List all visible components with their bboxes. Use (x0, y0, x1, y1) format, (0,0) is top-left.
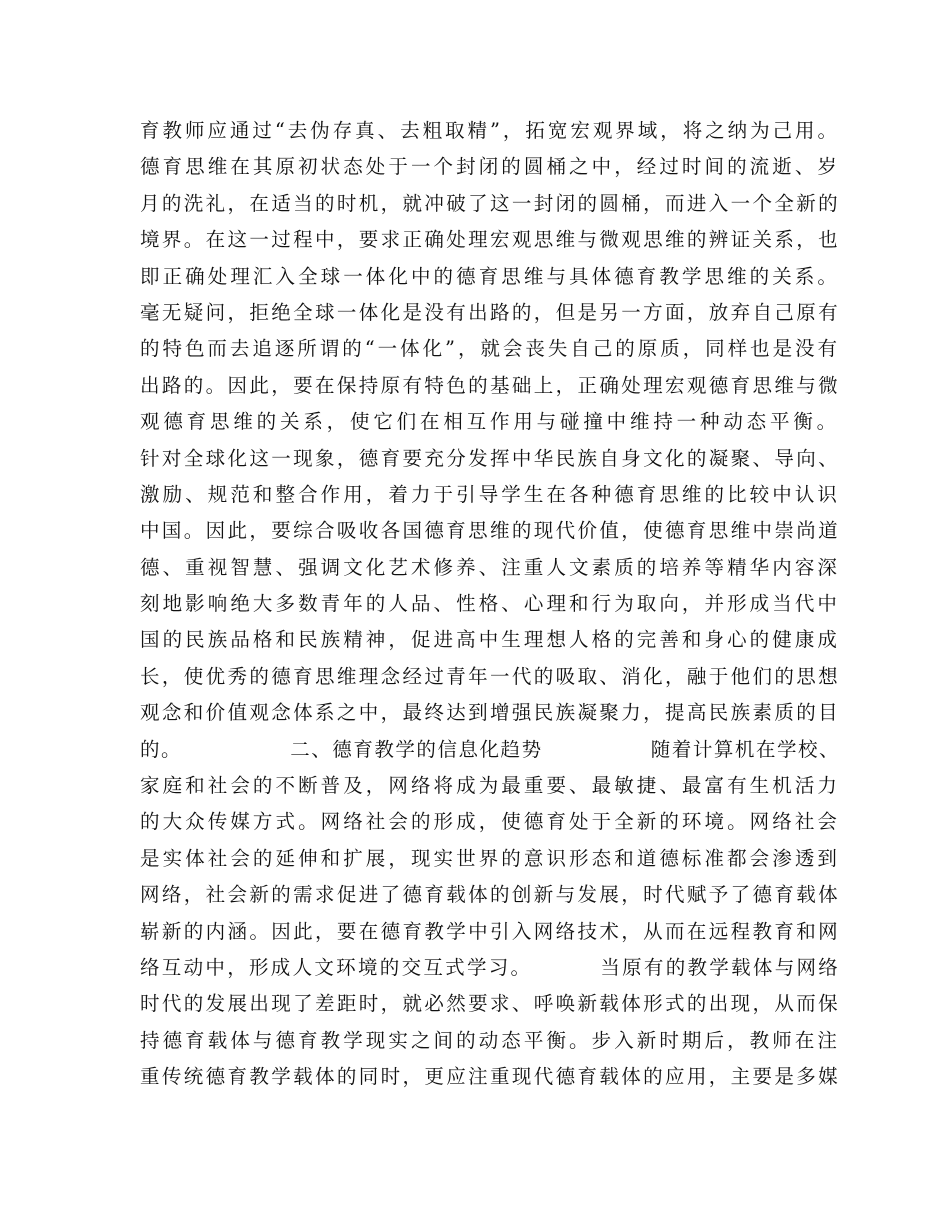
text-line: 中国。因此，要综合吸收各国德育思维的现代价值，使德育思维中崇尚道 (140, 519, 841, 543)
text-line: 家庭和社会的不断普及，网络将成为最重要、最敏捷、最富有生机活力 (140, 774, 840, 798)
text-line: 刻地影响绝大多数青年的人品、性格、心理和行为取向，并形成当代中 (140, 592, 840, 616)
text-line: 毫无疑问，拒绝全球一体化是没有出路的，但是另一方面，放弃自己原有 (140, 300, 841, 324)
text-line: 网络，社会新的需求促进了德育载体的创新与发展，时代赋予了德育载体 (140, 883, 841, 907)
text-line: 针对全球化这一现象，德育要充分发挥中华民族自身文化的凝聚、导向、 (140, 446, 841, 470)
text-line: 国的民族品格和民族精神，促进高中生理想人格的完善和身心的健康成 (140, 628, 840, 652)
text-line: 的大众传媒方式。网络社会的形成，使德育处于全新的环境。网络社会 (140, 810, 840, 834)
text-line: 时代的发展出现了差距时，就必然要求、呼唤新载体形式的出现，从而保 (140, 992, 841, 1016)
section-heading-line: 的。 二、德育教学的信息化趋势 随着计算机在学校、 (140, 737, 841, 761)
text-line: 观德育思维的关系，使它们在相互作用与碰撞中维持一种动态平衡。 (140, 410, 841, 434)
text-line: 即正确处理汇入全球一体化中的德育思维与具体德育教学思维的关系。 (140, 264, 840, 288)
text-line: 是实体社会的延伸和扩展，现实世界的意识形态和道德标准都会渗透到 (140, 846, 840, 870)
text-line: 络互动中，形成人文环境的交互式学习。 当原有的教学载体与网络 (140, 955, 841, 979)
text-line: 重传统德育教学载体的同时，更应注重现代德育载体的应用，主要是多媒 (140, 1065, 841, 1089)
text-line: 德、重视智慧、强调文化艺术修养、注重人文素质的培养等精华内容深 (140, 555, 840, 579)
text-line: 境界。在这一过程中，要求正确处理宏观思维与微观思维的辨证关系，也 (140, 228, 841, 252)
text-line: 观念和价值观念体系之中，最终达到增强民族凝聚力，提高民族素质的目 (140, 701, 841, 725)
text-line: 的特色而去追逐所谓的“一体化”，就会丧失自己的原质，同样也是没有 (140, 337, 840, 361)
text-line: 激励、规范和整合作用，着力于引导学生在各种德育思维的比较中认识 (140, 482, 840, 506)
text-line: 育教师应通过“去伪存真、去粗取精”，拓宽宏观界域，将之纳为己用。 (140, 119, 840, 142)
text-line: 长，使优秀的德育思维理念经过青年一代的吸取、消化，融于他们的思想 (140, 664, 841, 688)
text-line: 崭新的内涵。因此，要在德育教学中引入网络技术，从而在远程教育和网 (140, 919, 841, 943)
text-line: 月的洗礼，在适当的时机，就冲破了这一封闭的圆桶，而进入一个全新的 (140, 191, 841, 215)
text-line: 出路的。因此，要在保持原有特色的基础上，正确处理宏观德育思维与微 (140, 373, 841, 397)
text-line: 德育思维在其原初状态处于一个封闭的圆桶之中，经过时间的流逝、岁 (140, 155, 840, 179)
body-text (140, 113, 840, 1096)
text-line: 持德育载体与德育教学现实之间的动态平衡。步入新时期后，教师在注 (140, 1028, 840, 1052)
